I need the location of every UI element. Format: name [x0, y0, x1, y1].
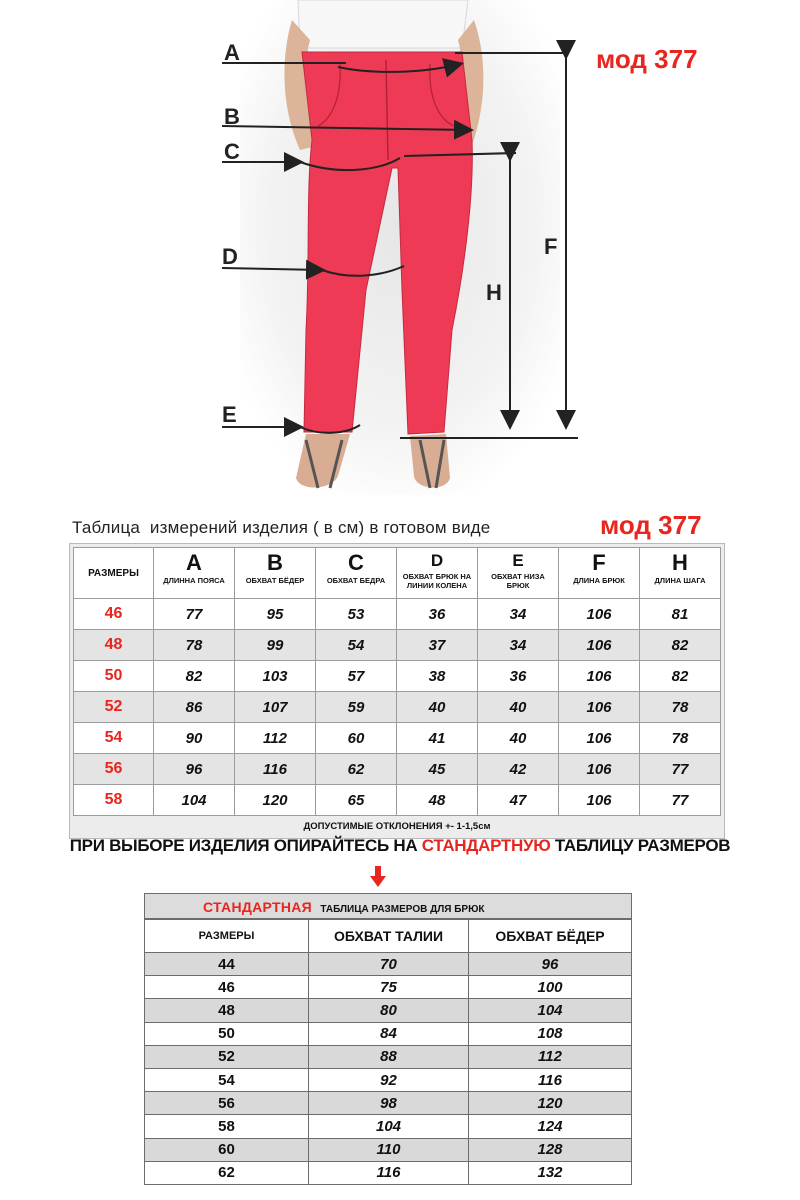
header-row — [74, 548, 721, 599]
waist-cell: 84 — [309, 1022, 469, 1045]
table-row — [145, 1068, 632, 1091]
value-cell: 42 — [478, 754, 559, 785]
trousers-diagram — [0, 0, 800, 500]
value-cell: 60 — [316, 723, 397, 754]
hips-cell: 112 — [469, 1045, 632, 1068]
value-cell: 106 — [559, 599, 640, 630]
waist-cell: 92 — [309, 1068, 469, 1091]
value-cell: 81 — [640, 599, 721, 630]
value-cell: 82 — [154, 661, 235, 692]
size-cell: 48 — [74, 630, 154, 661]
value-cell: 36 — [397, 599, 478, 630]
size-cell: 54 — [74, 723, 154, 754]
header-col-a: A ДЛИННА ПОЯСА — [154, 548, 235, 599]
table-row — [74, 599, 721, 630]
label-h: H — [486, 280, 502, 305]
hips-cell: 124 — [469, 1115, 632, 1138]
value-cell: 77 — [154, 599, 235, 630]
waist-cell: 116 — [309, 1161, 469, 1184]
standard-grid — [144, 919, 632, 1185]
model-number-table: мод 377 — [600, 510, 702, 540]
size-cell: 58 — [145, 1115, 309, 1138]
value-cell: 38 — [397, 661, 478, 692]
table-row — [145, 976, 632, 999]
value-cell: 86 — [154, 692, 235, 723]
value-cell: 34 — [478, 630, 559, 661]
value-cell: 106 — [559, 723, 640, 754]
standard-title-rest: ТАБЛИЦА РАЗМЕРОВ ДЛЯ БРЮК — [320, 904, 485, 915]
value-cell: 96 — [154, 754, 235, 785]
header-row — [145, 920, 632, 953]
model-number-top: мод 377 — [596, 44, 698, 74]
table-row — [145, 1092, 632, 1115]
value-cell: 54 — [316, 630, 397, 661]
standard-table-title — [144, 893, 632, 919]
header-sizes: РАЗМЕРЫ — [74, 548, 154, 599]
table-row — [74, 630, 721, 661]
value-cell: 41 — [397, 723, 478, 754]
value-cell: 120 — [235, 785, 316, 816]
header-col-f: F ДЛИНА БРЮК — [559, 548, 640, 599]
table-row — [145, 953, 632, 976]
value-cell: 45 — [397, 754, 478, 785]
value-cell: 78 — [154, 630, 235, 661]
value-cell: 34 — [478, 599, 559, 630]
recommendation-before: ПРИ ВЫБОРЕ ИЗДЕЛИЯ ОПИРАЙТЕСЬ НА — [69, 836, 422, 855]
hips-cell: 96 — [469, 953, 632, 976]
table-row — [74, 692, 721, 723]
table-row — [145, 1045, 632, 1068]
recommendation-highlight: СТАНДАРТНУЮ — [421, 836, 551, 855]
waist-cell: 70 — [309, 953, 469, 976]
value-cell: 112 — [235, 723, 316, 754]
table-row — [145, 1115, 632, 1138]
table-row — [145, 999, 632, 1022]
table-row — [145, 1022, 632, 1045]
table-caption-row — [72, 510, 732, 542]
value-cell: 99 — [235, 630, 316, 661]
header-waist: ОБХВАТ ТАЛИИ — [309, 920, 469, 953]
value-cell: 78 — [640, 723, 721, 754]
label-f: F — [544, 234, 558, 259]
size-cell: 48 — [145, 999, 309, 1022]
size-cell: 46 — [74, 599, 154, 630]
label-c: C — [224, 139, 240, 164]
value-cell: 82 — [640, 661, 721, 692]
value-cell: 106 — [559, 692, 640, 723]
value-cell: 106 — [559, 661, 640, 692]
header-col-h: H ДЛИНА ШАГА — [640, 548, 721, 599]
header-col-d: D ОБХВАТ БРЮК НА ЛИНИИ КОЛЕНА — [397, 548, 478, 599]
value-cell: 53 — [316, 599, 397, 630]
table-row — [74, 785, 721, 816]
value-cell: 77 — [640, 754, 721, 785]
size-cell: 52 — [74, 692, 154, 723]
waist-cell: 75 — [309, 976, 469, 999]
value-cell: 78 — [640, 692, 721, 723]
size-cell: 56 — [74, 754, 154, 785]
tolerance-note: ДОПУСТИМЫЕ ОТКЛОНЕНИЯ +- 1-1,5см — [73, 816, 721, 835]
hips-cell: 120 — [469, 1092, 632, 1115]
arrow-down-icon — [370, 866, 386, 888]
waist-cell: 98 — [309, 1092, 469, 1115]
value-cell: 40 — [478, 723, 559, 754]
size-cell: 54 — [145, 1068, 309, 1091]
value-cell: 107 — [235, 692, 316, 723]
size-cell: 62 — [145, 1161, 309, 1184]
table-row — [74, 723, 721, 754]
value-cell: 65 — [316, 785, 397, 816]
waist-cell: 104 — [309, 1115, 469, 1138]
standard-size-table — [144, 893, 632, 1185]
table-row — [145, 1161, 632, 1184]
size-cell: 50 — [145, 1022, 309, 1045]
measurement-grid — [73, 547, 721, 816]
value-cell: 106 — [559, 630, 640, 661]
label-e: E — [222, 402, 237, 427]
top-garment — [298, 0, 468, 48]
value-cell: 103 — [235, 661, 316, 692]
hips-cell: 108 — [469, 1022, 632, 1045]
value-cell: 82 — [640, 630, 721, 661]
size-cell: 44 — [145, 953, 309, 976]
value-cell: 59 — [316, 692, 397, 723]
value-cell: 47 — [478, 785, 559, 816]
waist-cell: 110 — [309, 1138, 469, 1161]
value-cell: 57 — [316, 661, 397, 692]
recommendation-text — [0, 836, 800, 856]
table-row — [74, 661, 721, 692]
value-cell: 62 — [316, 754, 397, 785]
value-cell: 95 — [235, 599, 316, 630]
hips-cell: 132 — [469, 1161, 632, 1184]
size-cell: 58 — [74, 785, 154, 816]
value-cell: 106 — [559, 754, 640, 785]
hips-cell: 128 — [469, 1138, 632, 1161]
size-cell: 50 — [74, 661, 154, 692]
label-d: D — [222, 244, 238, 269]
hips-cell: 116 — [469, 1068, 632, 1091]
value-cell: 106 — [559, 785, 640, 816]
size-cell: 56 — [145, 1092, 309, 1115]
table-row — [145, 1138, 632, 1161]
measurement-figure — [0, 0, 800, 500]
hips-cell: 100 — [469, 976, 632, 999]
label-a: A — [224, 40, 240, 65]
standard-title-highlight: СТАНДАРТНАЯ — [203, 899, 313, 915]
value-cell: 90 — [154, 723, 235, 754]
hips-cell: 104 — [469, 999, 632, 1022]
value-cell: 116 — [235, 754, 316, 785]
value-cell: 37 — [397, 630, 478, 661]
size-cell: 60 — [145, 1138, 309, 1161]
value-cell: 36 — [478, 661, 559, 692]
header-col-b: B ОБХВАТ БЁДЕР — [235, 548, 316, 599]
measurement-table — [69, 543, 725, 839]
table-row — [74, 754, 721, 785]
value-cell: 48 — [397, 785, 478, 816]
table-caption: Таблица измерений изделия ( в см) в готовом виде — [72, 518, 491, 537]
value-cell: 40 — [478, 692, 559, 723]
waist-cell: 88 — [309, 1045, 469, 1068]
header-col-c: C ОБХВАТ БЕДРА — [316, 548, 397, 599]
header-hips: ОБХВАТ БЁДЕР — [469, 920, 632, 953]
header-sizes: РАЗМЕРЫ — [145, 920, 309, 953]
value-cell: 77 — [640, 785, 721, 816]
value-cell: 104 — [154, 785, 235, 816]
label-b: B — [224, 104, 240, 129]
waist-cell: 80 — [309, 999, 469, 1022]
size-cell: 46 — [145, 976, 309, 999]
recommendation-after: ТАБЛИЦУ РАЗМЕРОВ — [550, 836, 731, 855]
value-cell: 40 — [397, 692, 478, 723]
header-col-e: E ОБХВАТ НИЗА БРЮК — [478, 548, 559, 599]
size-cell: 52 — [145, 1045, 309, 1068]
